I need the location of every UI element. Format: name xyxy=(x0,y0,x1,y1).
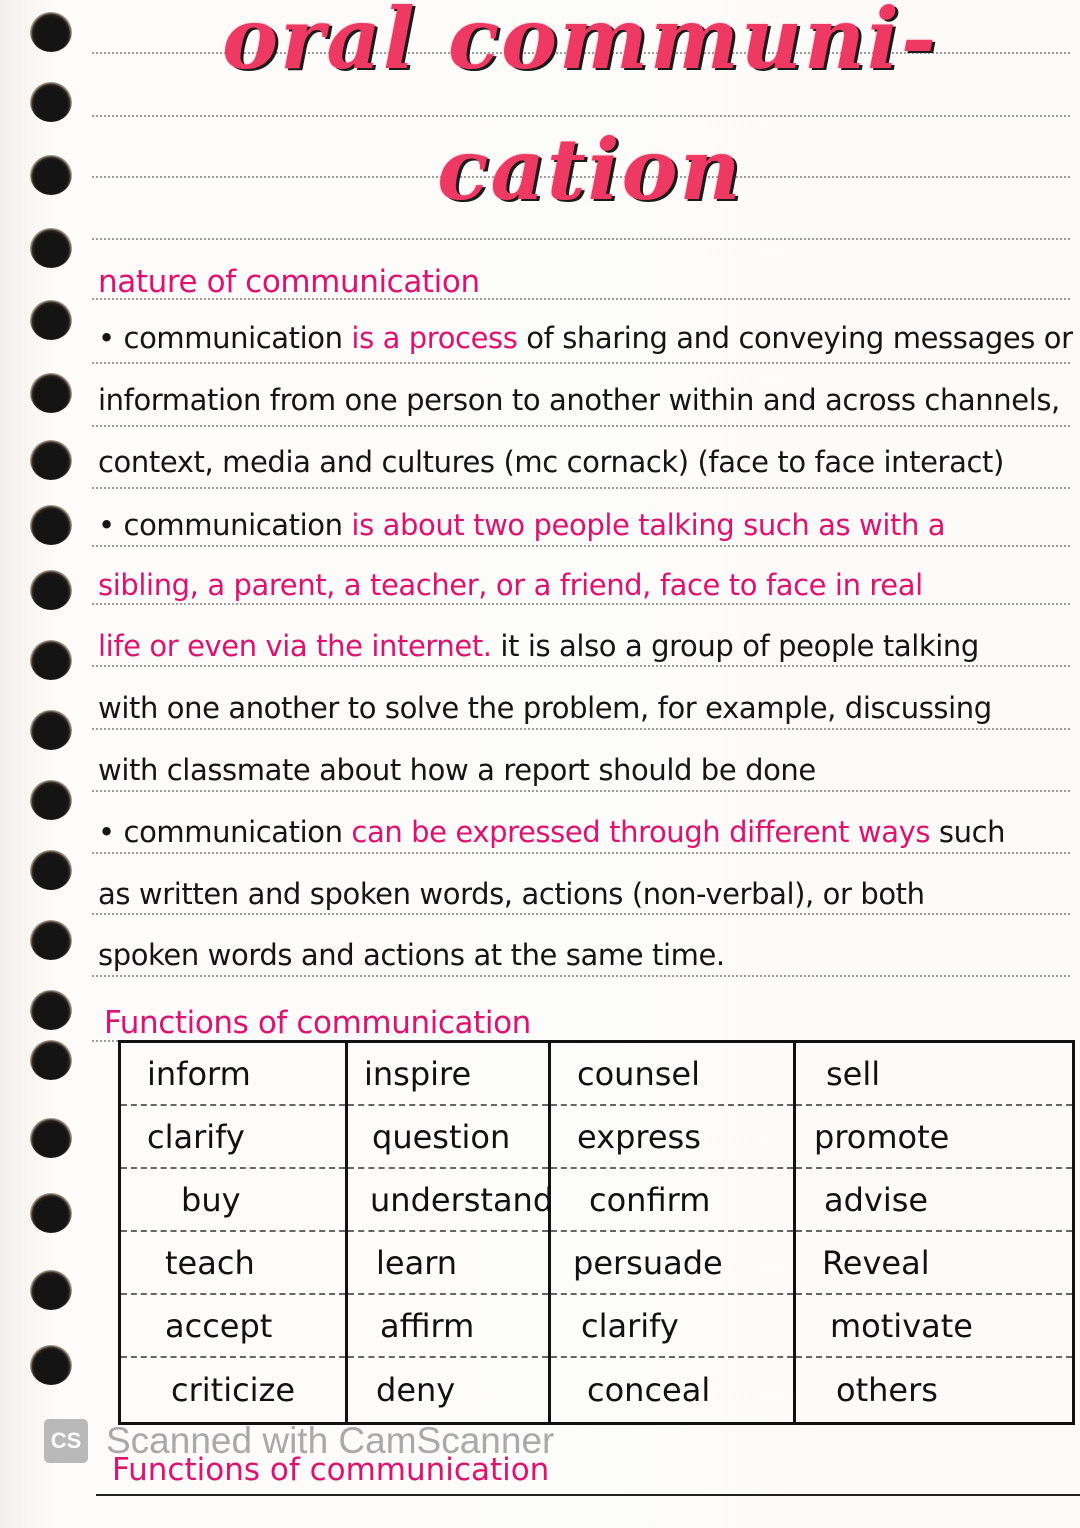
body-text: as written and spoken words, actions (non-verbal), or both xyxy=(98,877,925,911)
functions-table xyxy=(118,1040,1075,1425)
binder-hole-icon xyxy=(30,1270,72,1310)
rule-line xyxy=(92,115,1070,117)
function-cell: confirm xyxy=(551,1169,793,1232)
function-cell: motivate xyxy=(796,1295,1072,1358)
binder-hole-icon xyxy=(30,12,72,52)
watermark-text: Scanned with CamScanner xyxy=(106,1420,555,1461)
paragraph-line xyxy=(98,565,1068,605)
function-cell: teach xyxy=(121,1232,345,1295)
highlighted-text: can be expressed through different ways xyxy=(351,815,931,849)
binder-hole-icon xyxy=(30,1118,72,1158)
function-cell: clarify xyxy=(121,1106,345,1169)
rule-line xyxy=(92,975,1070,977)
paragraph-line xyxy=(98,812,1068,852)
function-cell: clarify xyxy=(551,1295,793,1358)
highlighted-text: life or even via the internet. xyxy=(98,629,492,663)
function-cell: deny xyxy=(376,1370,456,1409)
binder-hole-icon xyxy=(30,440,72,480)
binder-hole-icon xyxy=(30,710,72,750)
function-cell: persuade xyxy=(551,1232,793,1295)
binder-hole-icon xyxy=(30,990,72,1030)
function-cell: learn xyxy=(348,1232,548,1295)
functions-column xyxy=(551,1043,796,1422)
functions-column xyxy=(348,1043,554,1422)
binder-hole-icon xyxy=(30,228,72,268)
camscanner-logo-icon: CS xyxy=(44,1419,88,1463)
body-text: of sharing and conveying messages or xyxy=(517,321,1073,355)
section-heading-functions: Functions of communication xyxy=(104,1005,531,1041)
rule-line xyxy=(92,728,1070,730)
binder-hole-icon xyxy=(30,300,72,340)
paragraph-line xyxy=(98,318,1073,358)
rule-line xyxy=(92,238,1070,240)
function-cell: sell xyxy=(796,1043,1072,1106)
binder-hole-icon xyxy=(30,373,72,413)
body-text: with classmate about how a report should be done xyxy=(98,753,816,787)
function-cell: counsel xyxy=(551,1043,793,1106)
body-text: • communication xyxy=(98,321,352,355)
functions-column xyxy=(121,1043,348,1422)
footer-heading-functions: Functions of communication xyxy=(112,1452,550,1488)
rule-line xyxy=(92,852,1070,854)
body-text: • communication xyxy=(98,815,352,849)
rule-line xyxy=(92,487,1070,489)
paragraph-line xyxy=(98,442,1068,482)
binder-hole-icon xyxy=(30,1345,72,1385)
paragraph-line xyxy=(98,380,1068,420)
body-text: spoken words and actions at the same time. xyxy=(98,938,725,972)
binder-hole-icon xyxy=(30,640,72,680)
rule-line xyxy=(92,790,1070,792)
binder-hole-icon xyxy=(30,82,72,122)
highlighted-text: is about two people talking such as with a xyxy=(351,508,946,542)
function-cell: promote xyxy=(796,1106,1072,1169)
page-title-line-1: oral communi- xyxy=(222,0,938,88)
binder-hole-icon xyxy=(30,570,72,610)
paragraph-line xyxy=(98,626,1068,666)
rule-line xyxy=(92,425,1070,427)
body-text: with one another to solve the problem, for example, discussing xyxy=(98,691,992,725)
function-cell: inspire xyxy=(348,1043,548,1106)
paragraph-line xyxy=(98,750,1068,790)
function-cell: conceal xyxy=(587,1370,711,1409)
function-cell: affirm xyxy=(348,1295,548,1358)
binder-hole-icon xyxy=(30,1040,72,1080)
paragraph-line xyxy=(98,505,1068,545)
page-title-line-2: cation xyxy=(437,120,743,219)
function-cell: others xyxy=(836,1370,938,1409)
binder-hole-icon xyxy=(30,505,72,545)
function-cell: express xyxy=(551,1106,793,1169)
binder-hole-icon xyxy=(30,1193,72,1233)
paragraph-line xyxy=(98,935,1068,975)
body-text: it is also a group of people talking xyxy=(491,629,979,663)
function-cell: criticize xyxy=(171,1370,296,1409)
binder-hole-icon xyxy=(30,155,72,195)
rule-line xyxy=(92,545,1070,547)
highlighted-text: is a process xyxy=(351,321,518,355)
function-cell: question xyxy=(348,1106,548,1169)
footer-underline xyxy=(96,1494,1080,1496)
functions-column xyxy=(796,1043,1072,1422)
function-cell: advise xyxy=(796,1169,1072,1232)
body-text: context, media and cultures (mc cornack) (face to face interact) xyxy=(98,445,1004,479)
binder-hole-icon xyxy=(30,850,72,890)
highlighted-text: sibling, a parent, a teacher, or a friend, face to face in real xyxy=(98,568,923,602)
body-text: information from one person to another within and across channels, xyxy=(98,383,1060,417)
paragraph-line xyxy=(98,874,1068,914)
rule-line xyxy=(92,362,1070,364)
body-text: • communication xyxy=(98,508,352,542)
section-heading-nature: nature of communication xyxy=(98,264,480,300)
binder-hole-icon xyxy=(30,780,72,820)
function-cell: buy xyxy=(121,1169,345,1232)
function-cell: understand xyxy=(348,1169,548,1232)
function-cell: Reveal xyxy=(796,1232,1072,1295)
binder-hole-icon xyxy=(30,920,72,960)
body-text: such xyxy=(930,815,1006,849)
paragraph-line xyxy=(98,688,1068,728)
function-cell: inform xyxy=(121,1043,345,1106)
function-cell: accept xyxy=(121,1295,345,1358)
